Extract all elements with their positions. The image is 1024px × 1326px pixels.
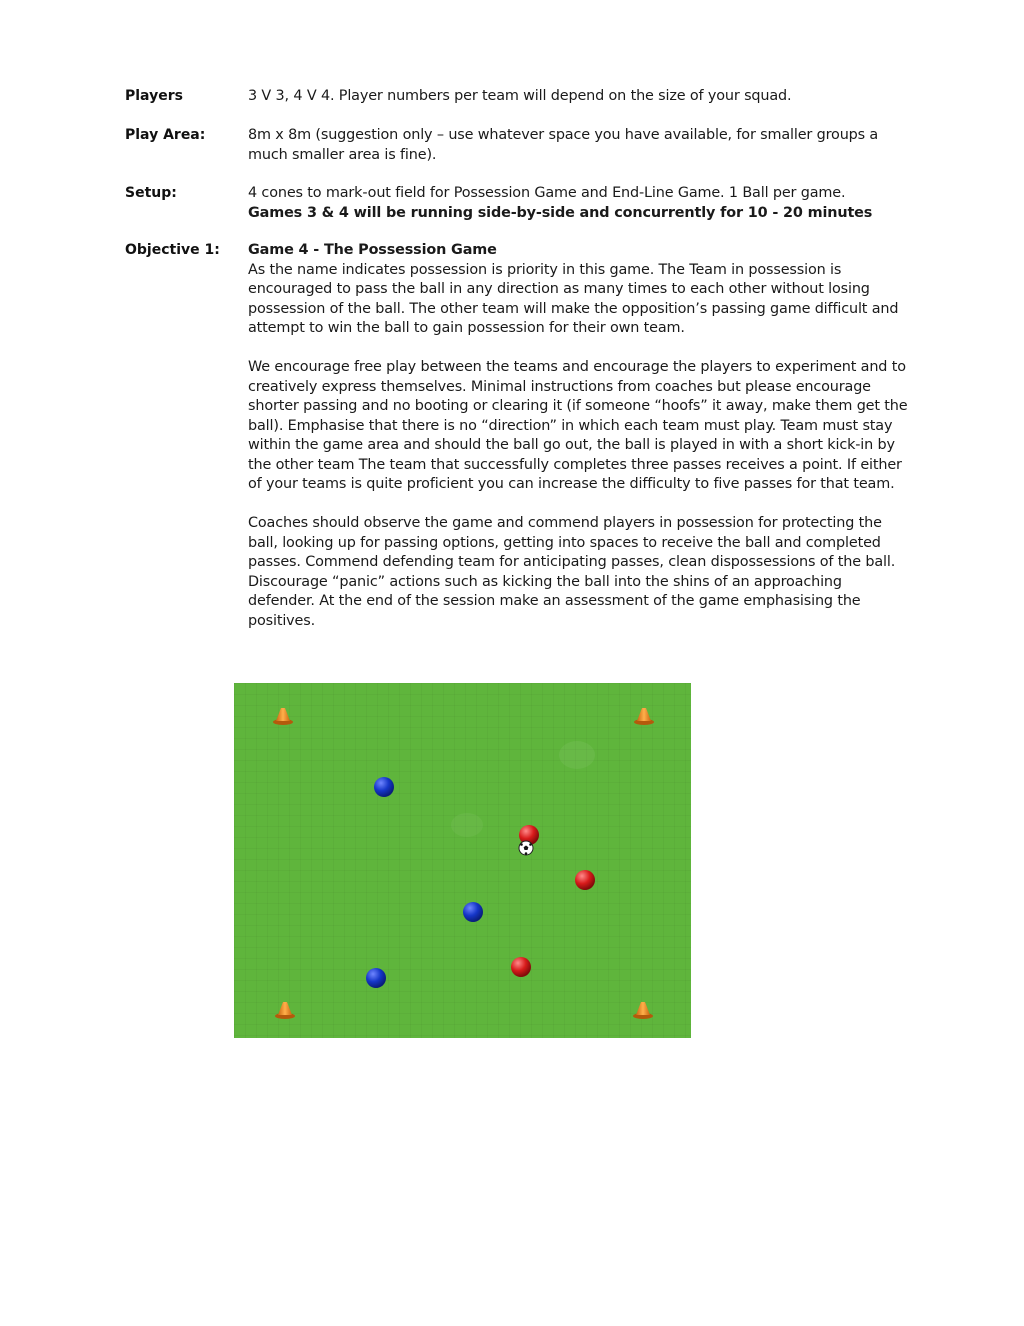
setup-bold-note: Games 3 & 4 will be running side-by-side and concurrently for 10 - 20 minutes (248, 204, 873, 221)
cone-icon (634, 708, 654, 725)
objective-paragraph-3: Coaches should observe the game and commend players in possession for protecting the ball, looking up for passing options, getting into spaces to receive the ball and completed passes. Commend defending team for anticipating passes, clean dispossessions of the ball. Discourage “panic” actions such as kicking the ball into the shins of an approaching defender. At the end of the session make an assessment of the game emphasising the positives. (248, 515, 896, 629)
grass-patch (559, 741, 595, 769)
soccer-ball-icon (519, 841, 533, 855)
objective-paragraph-2: We encourage free play between the teams and encourage the players to experiment and to creatively express themselves. Minimal instructions from coaches but please encourage shorter passing and no booting or clearing it (if someone “hoofs” it away, make them get the ball). Emphasise that there is no “direction” in which each team must play. Team must stay within the game area and should the ball go out, the ball is played in with a short kick-in by the other team The team that successfully completes three passes receives a point. If either of your teams is quite proficient you can increase the difficulty to five passes for that team. (248, 359, 908, 492)
blue-player-icon (366, 968, 386, 988)
cone-icon (273, 708, 293, 725)
setup-text (248, 184, 913, 223)
red-player-icon (511, 957, 531, 977)
play-area-label: Play Area: (125, 127, 206, 143)
blue-player-icon (374, 777, 394, 797)
objective-text (248, 241, 913, 631)
objective-paragraph-1: As the name indicates possession is priority in this game. The Team in possession is encouraged to pass the ball in any direction as many times to each other without losing possession of the ball. The other team will make the opposition’s passing game difficult and attempt to win the ball to gain possession for their own team. (248, 261, 899, 336)
cone-icon (633, 1002, 653, 1019)
blue-player-icon (463, 902, 483, 922)
players-description: 3 V 3, 4 V 4. Player numbers per team will depend on the size of your squad. (248, 88, 792, 104)
play-area-text (248, 126, 913, 165)
game-heading: Game 4 - The Possession Game (248, 242, 497, 258)
red-player-icon (575, 870, 595, 890)
field-graphic (234, 683, 691, 1038)
grass-patch (451, 813, 483, 837)
players-text (248, 87, 913, 107)
objective-label: Objective 1: (125, 242, 220, 258)
setup-description: 4 cones to mark-out field for Possession Game and End-Line Game. 1 Ball per game. (248, 185, 846, 201)
play-area-description: 8m x 8m (suggestion only – use whatever space you have available, for smaller groups a much smaller area is fine). (248, 127, 879, 163)
cone-icon (275, 1002, 295, 1019)
players-label: Players (125, 88, 183, 104)
possession-game-diagram (234, 683, 691, 1038)
setup-label: Setup: (125, 185, 177, 201)
